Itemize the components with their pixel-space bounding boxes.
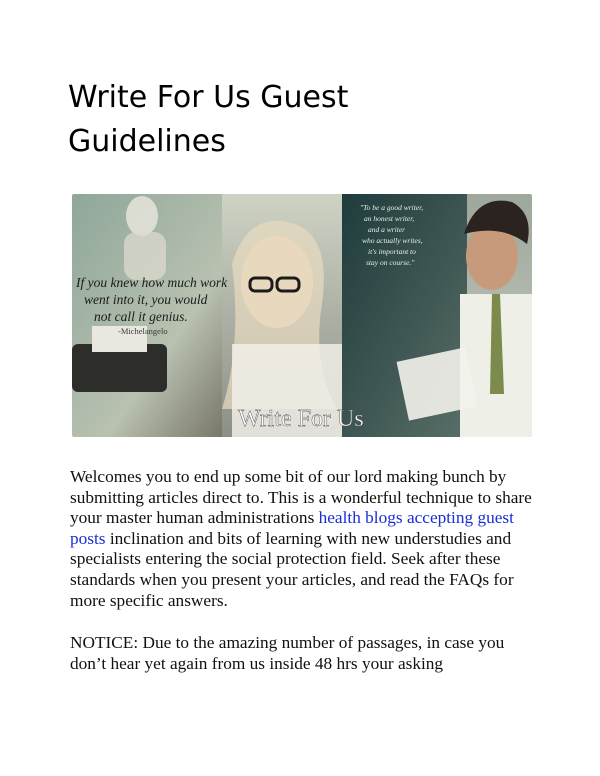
image-caption: Write For Us <box>238 406 364 432</box>
paragraph-1-rest: inclination and bits of learning with new understudies and specialists entering the social protection field. Seek after these standards when you present your articles, and read the FAQs for more specific answers. <box>70 528 514 610</box>
article-body <box>70 467 540 696</box>
quote-right-line-5: it's important to <box>368 247 416 256</box>
quote-right-line-1: "To be a good writer, <box>360 203 424 212</box>
quote-left-line-2: went into it, you would <box>84 292 208 307</box>
quote-left-line-1: If you knew how much work <box>76 275 228 290</box>
quote-right-line-6: stay on course." <box>366 258 415 267</box>
statue-torso <box>124 232 166 280</box>
title-line-2: Guidelines <box>68 124 226 159</box>
quote-right-line-3: and a writer <box>368 225 406 234</box>
hero-image-graphic <box>72 194 532 437</box>
quote-left-line-3: not call it genius. <box>94 309 188 324</box>
paragraph-1-intro: Welcomes you to end up some bit of our lord making bunch by submitting articles direct to. This is a wonderful technique to share your master human administrations <box>70 467 532 528</box>
quote-left-author: -Michelangelo <box>118 326 168 336</box>
statue-head <box>126 196 158 236</box>
quote-right-line-2: an honest writer, <box>364 214 415 223</box>
paragraph-2: NOTICE: Due to the amazing number of passages, in case you don’t hear yet again from us inside 48 hrs your asking <box>70 633 505 673</box>
paragraph-1 <box>70 467 540 611</box>
hero-image <box>72 194 532 437</box>
page-title <box>68 76 538 164</box>
quote-right-line-4: who actually writes, <box>362 236 423 245</box>
title-line-1: Write For Us Guest <box>68 80 349 115</box>
health-blogs-link[interactable]: health blogs accepting guest posts <box>70 508 514 548</box>
